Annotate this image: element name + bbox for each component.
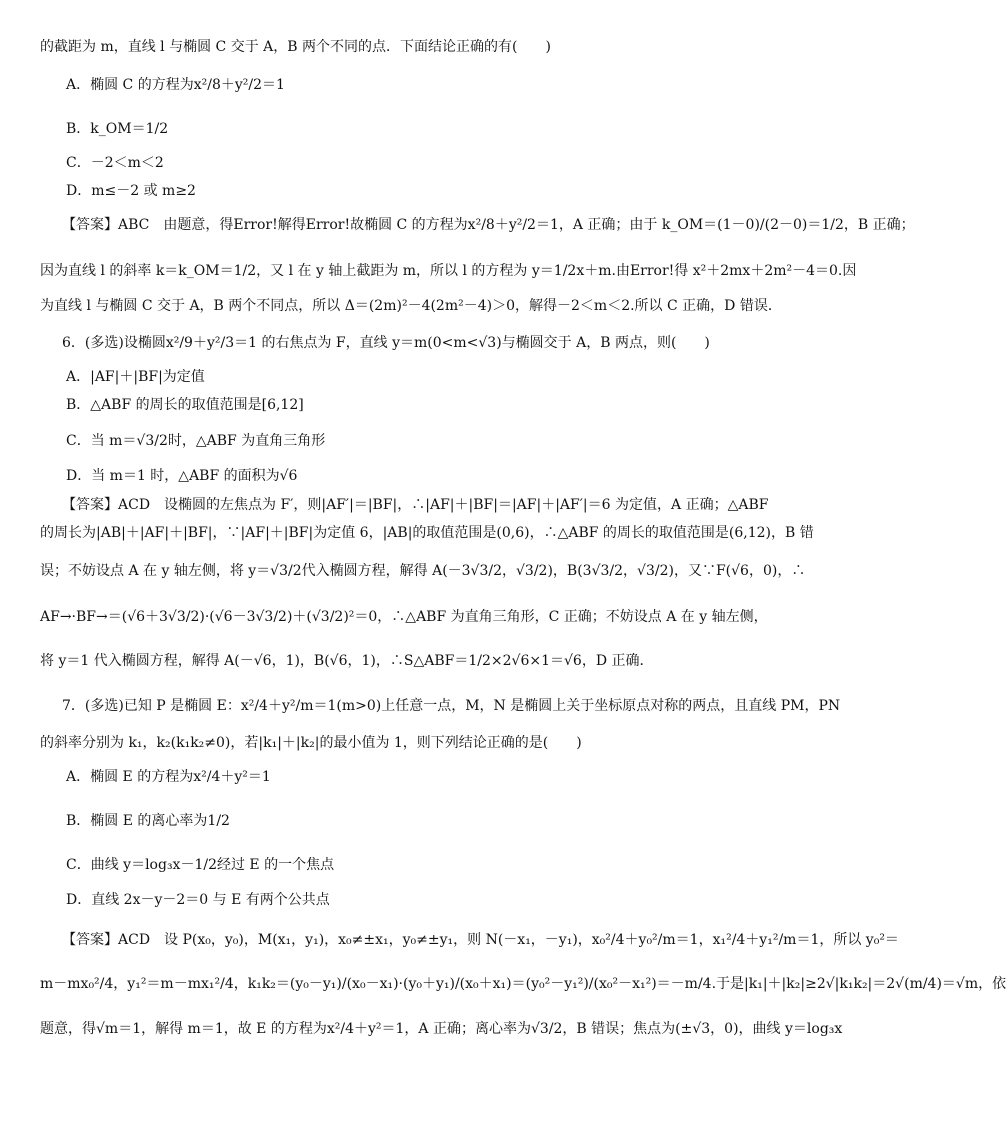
option-b: B．椭圆 E 的离心率为1/2 <box>66 813 230 829</box>
text-line: m－mx₀²/4，y₁²＝m－mx₁²/4，k₁k₂＝(y₀－y₁)/(x₀－x₁)·(y₀＋y₁)/(x₀＋x₁)＝(y₀²－y₁²)/(x₀²－x₁²)＝－m/4.于是|k₁|＋|k₂|≥2√|k₁k₂|＝2√(m/4)＝√m，依 <box>40 976 1006 992</box>
option-b: B．k_OM＝1/2 <box>66 121 169 137</box>
answer-line: 【答案】ABC 由题意，得Error!解得Error!故椭圆 C 的方程为x²/8＋y²/2＝1，A 正确；由于 k_OM＝(1－0)/(2－0)＝1/2，B 正确； <box>62 217 915 233</box>
text-line: 为直线 l 与椭圆 C 交于 A，B 两个不同点，所以 Δ＝(2m)²－4(2m²－4)＞0，解得－2＜m＜2.所以 C 正确，D 错误． <box>40 298 782 314</box>
option-a: A．|AF|＋|BF|为定值 <box>66 369 205 385</box>
text-line: 题意，得√m＝1，解得 m＝1，故 E 的方程为x²/4＋y²＝1，A 正确；离心率为√3/2，B 错误；焦点为(±√3，0)，曲线 y＝log₃x <box>40 1021 843 1037</box>
option-a: A．椭圆 C 的方程为x²/8＋y²/2＝1 <box>66 77 285 93</box>
text-line: 将 y＝1 代入椭圆方程，解得 A(－√6，1)，B(√6，1)，∴S△ABF＝1/2×2√6×1＝√6，D 正确． <box>40 653 654 669</box>
text-line: 误；不妨设点 A 在 y 轴左侧，将 y＝√3/2代入椭圆方程，解得 A(－3√3/2，√3/2)，B(3√3/2，√3/2)，又∵F(√6，0)，∴ <box>40 563 806 579</box>
text-line: 的周长为|AB|＋|AF|＋|BF|，∵|AF|＋|BF|为定值 6，|AB|的取值范围是(0,6)，∴△ABF 的周长的取值范围是(6,12)，B 错 <box>40 525 814 541</box>
option-d: D．当 m＝1 时，△ABF 的面积为√6 <box>66 468 298 484</box>
question-7: 7．(多选)已知 P 是椭圆 E：x²/4＋y²/m＝1(m>0)上任意一点，M，N 是椭圆上关于坐标原点对称的两点，且直线 PM，PN <box>62 698 841 714</box>
option-d: D．直线 2x－y－2＝0 与 E 有两个公共点 <box>66 892 330 908</box>
answer-line: 【答案】ACD 设椭圆的左焦点为 F′，则|AF′|＝|BF|，∴|AF|＋|BF|＝|AF|＋|AF′|＝6 为定值，A 正确；△ABF <box>62 497 769 513</box>
question-6: 6．(多选)设椭圆x²/9＋y²/3＝1 的右焦点为 F，直线 y＝m(0<m<√3)与椭圆交于 A，B 两点，则( ) <box>62 335 710 351</box>
option-c: C．曲线 y＝log₃x－1/2经过 E 的一个焦点 <box>66 857 335 873</box>
option-c: C．当 m＝√3/2时，△ABF 为直角三角形 <box>66 433 326 449</box>
text-line: 的斜率分别为 k₁，k₂(k₁k₂≠0)，若|k₁|＋|k₂|的最小值为 1，则下列结论正确的是( ) <box>40 735 582 751</box>
text-line-1: 的截距为 m，直线 l 与椭圆 C 交于 A，B 两个不同的点．下面结论正确的有( ) <box>40 39 551 55</box>
option-a: A．椭圆 E 的方程为x²/4＋y²＝1 <box>66 769 271 785</box>
text-line: AF→·BF→＝(√6＋3√3/2)·(√6－3√3/2)＋(√3/2)²＝0，∴△ABF 为直角三角形，C 正确；不妨设点 A 在 y 轴左侧， <box>40 609 768 625</box>
option-b: B．△ABF 的周长的取值范围是[6,12] <box>66 397 304 413</box>
option-c: C．－2＜m＜2 <box>66 155 164 171</box>
option-d: D．m≤－2 或 m≥2 <box>66 183 196 199</box>
answer-line: 【答案】ACD 设 P(x₀，y₀)，M(x₁，y₁)，x₀≠±x₁，y₀≠±y₁，则 N(－x₁，－y₁)，x₀²/4＋y₀²/m＝1，x₁²/4＋y₁²/m＝1，所以 y₀²＝ <box>62 932 899 948</box>
text-line: 因为直线 l 的斜率 k＝k_OM＝1/2，又 l 在 y 轴上截距为 m，所以 l 的方程为 y＝1/2x＋m.由Error!得 x²＋2mx＋2m²－4＝0.因 <box>40 263 857 279</box>
